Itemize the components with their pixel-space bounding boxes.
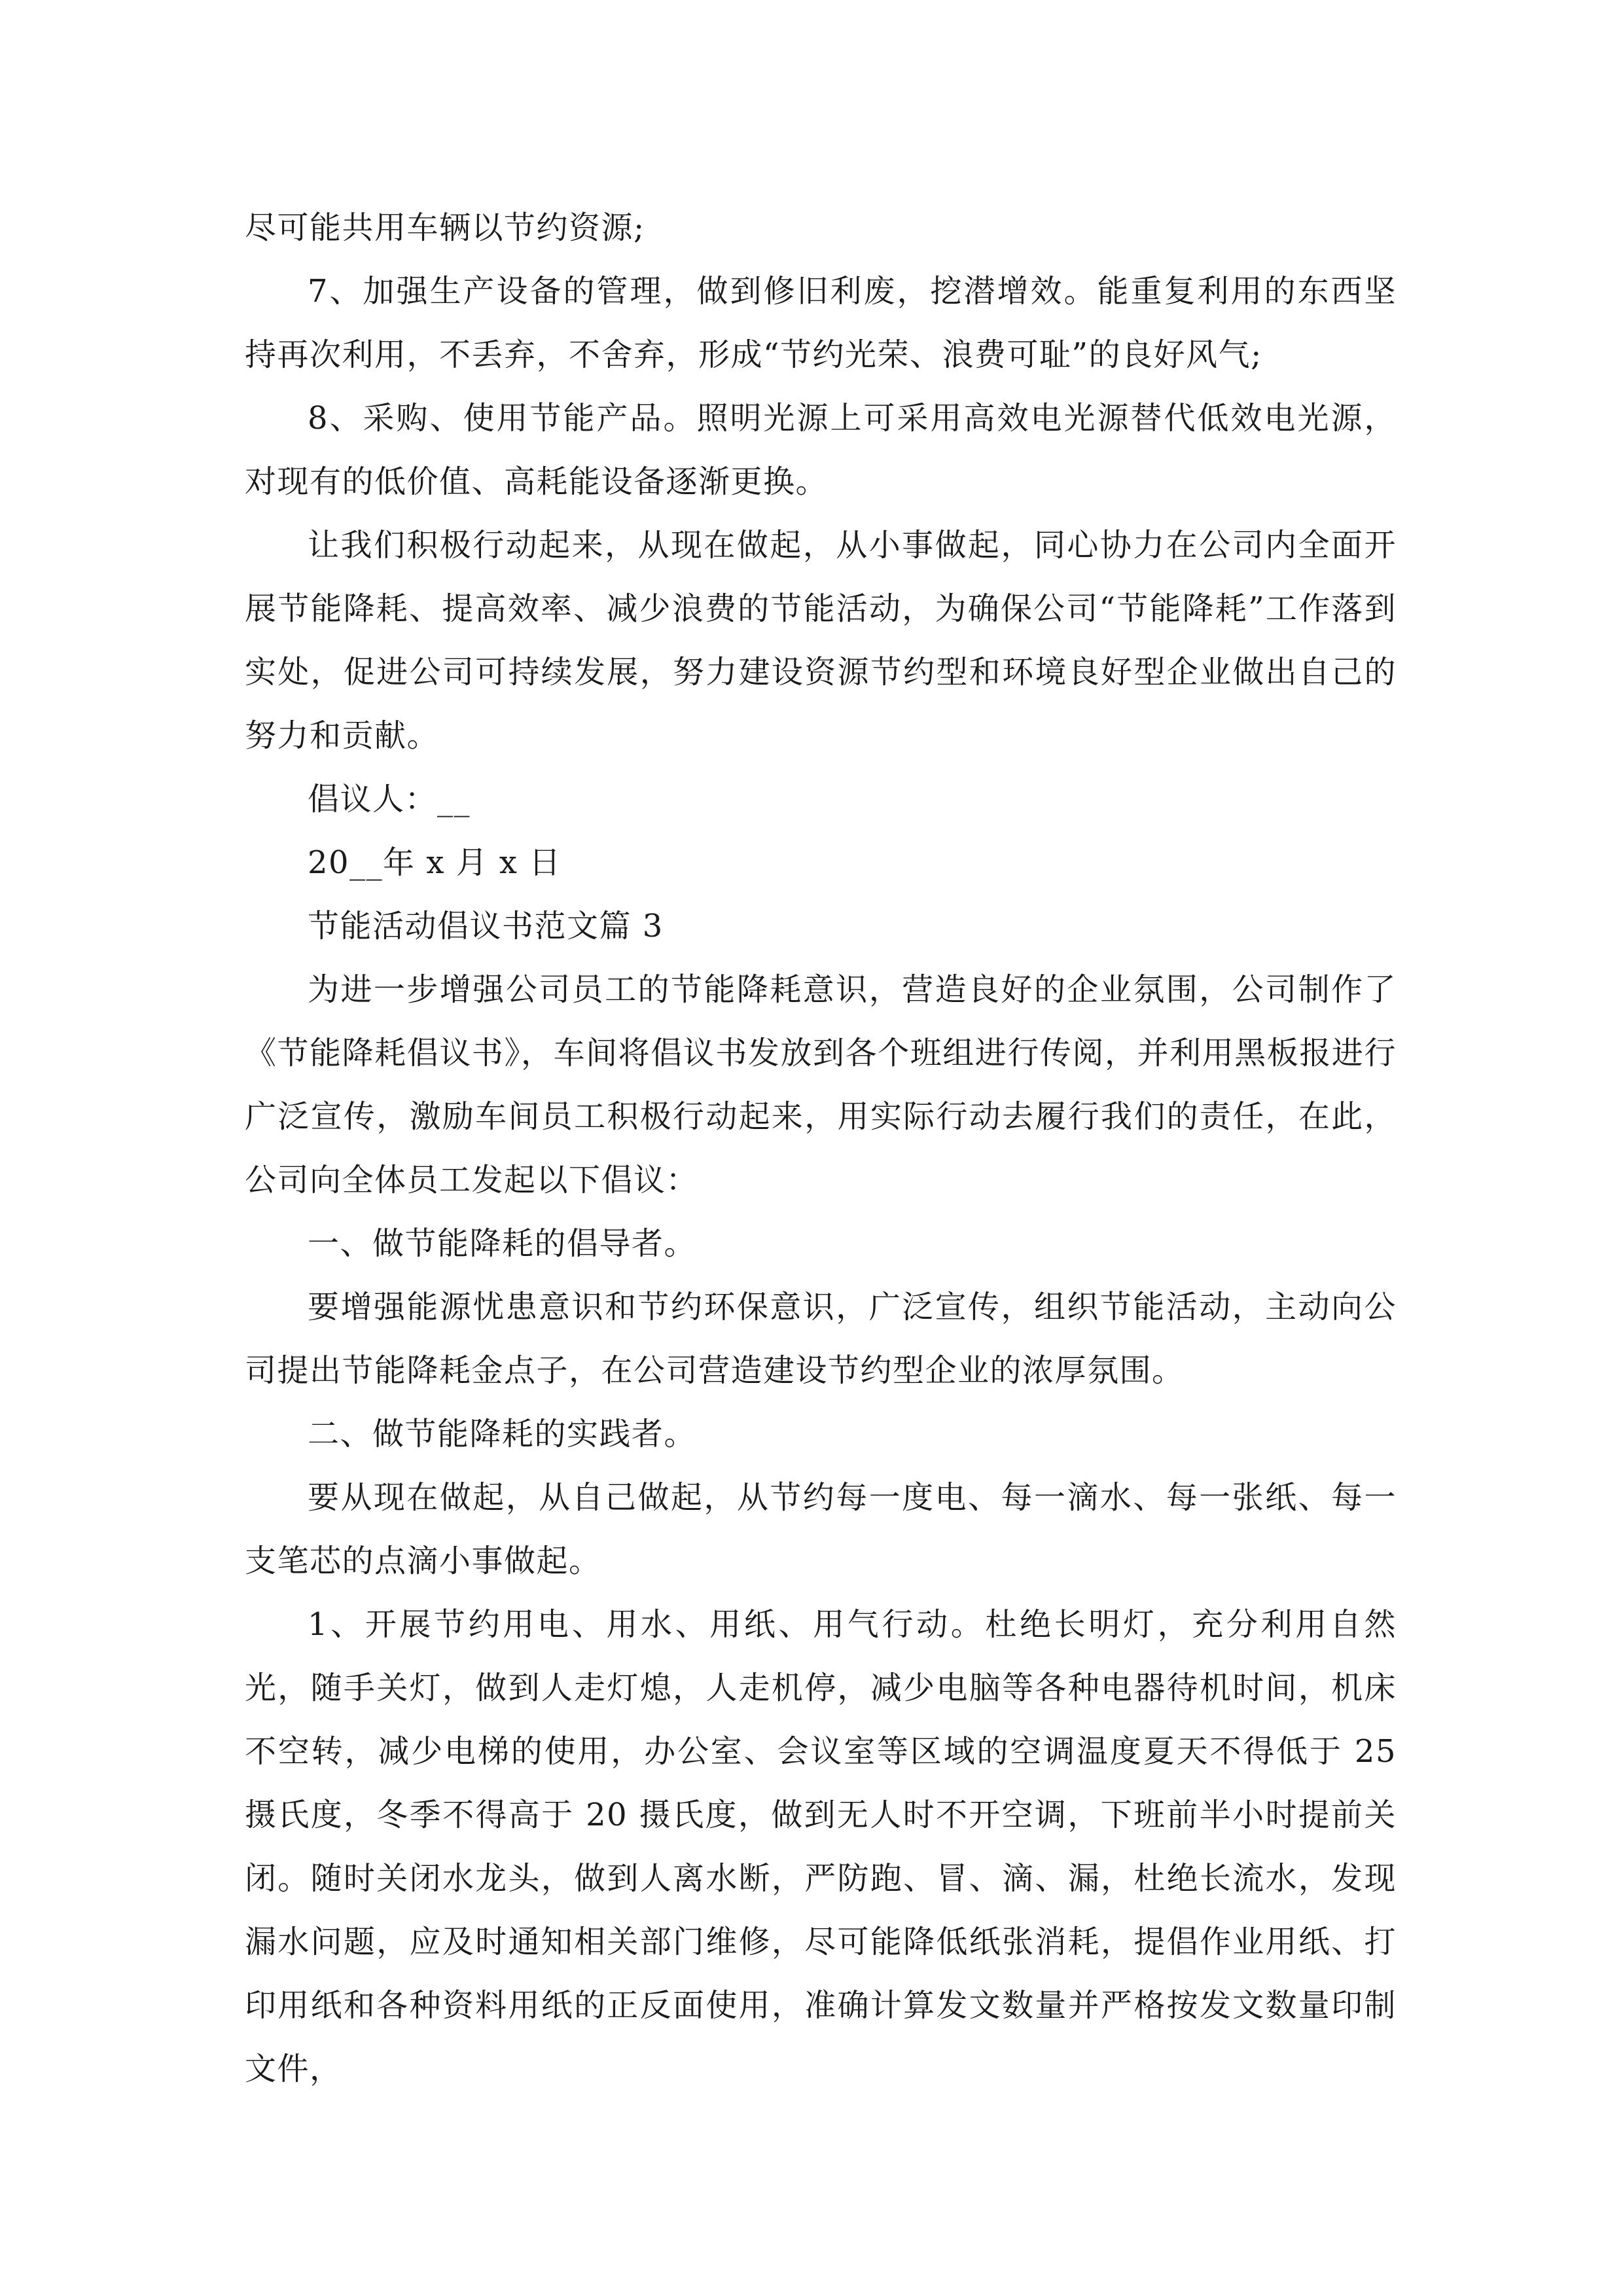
- document-body: [245, 196, 1397, 2101]
- paragraph-item-8: 8、采购、使用节能产品。照明光源上可采用高效电光源替代低效电光源，对现有的低价值、高耗能设备逐渐更换。: [245, 400, 1397, 500]
- paragraph-item-7: 7、加强生产设备的管理，做到修旧利废，挖潜增效。能重复利用的东西坚持再次利用，不丢弃，不舍弃，形成“节约光荣、浪费可耻”的良好风气;: [245, 273, 1397, 373]
- paragraph-call-to-action: 让我们积极行动起来，从现在做起，从小事做起，同心协力在公司内全面开展节能降耗、提高效率、减少浪费的节能活动，为确保公司“节能降耗”工作落到实处，促进公司可持续发展，努力建设资源节约型和环境良好型企业做出自己的努力和贡献。: [245, 527, 1397, 754]
- date-line: 20__年 x 月 x 日: [308, 844, 562, 881]
- section-title: 节能活动倡议书范文篇 3: [308, 908, 664, 944]
- heading-advocate: 一、做节能降耗的倡导者。: [308, 1225, 697, 1262]
- paragraph-continued: 尽可能共用车辆以节约资源;: [245, 209, 645, 246]
- paragraph-practitioner: 要从现在做起，从自己做起，从节约每一度电、每一滴水、每一张纸、每一支笔芯的点滴小事做起。: [245, 1479, 1397, 1579]
- heading-practitioner: 二、做节能降耗的实践者。: [308, 1416, 697, 1452]
- paragraph-item-1: 1、开展节约用电、用水、用纸、用气行动。杜绝长明灯，充分利用自然光，随手关灯，做到人走灯熄，人走机停，减少电脑等各种电器待机时间，机床不空转，减少电梯的使用，办公室、会议室等区域的空调温度夏天不得低于 25 摄氏度，冬季不得高于 20 摄氏度，做到无人时不开空调，下班前半小时提前关闭。随时关闭水龙头，做到人离水断，严防跑、冒、滴、漏，杜绝长流水，发现漏水问题，应及时通知相关部门维修，尽可能降低纸张消耗，提倡作业用纸、打印用纸和各种资料用纸的正反面使用，准确计算发文数量并严格按发文数量印制文件，: [245, 1606, 1397, 2087]
- paragraph-advocate: 要增强能源忧患意识和节约环保意识，广泛宣传，组织节能活动，主动向公司提出节能降耗金点子，在公司营造建设节约型企业的浓厚氛围。: [245, 1289, 1397, 1389]
- proposer-line: 倡议人：__: [308, 781, 471, 817]
- paragraph-intro: 为进一步增强公司员工的节能降耗意识，营造良好的企业氛围，公司制作了《节能降耗倡议书》，车间将倡议书发放到各个班组进行传阅，并利用黑板报进行广泛宣传，激励车间员工积极行动起来，用实际行动去履行我们的责任，在此，公司向全体员工发起以下倡议：: [245, 971, 1397, 1198]
